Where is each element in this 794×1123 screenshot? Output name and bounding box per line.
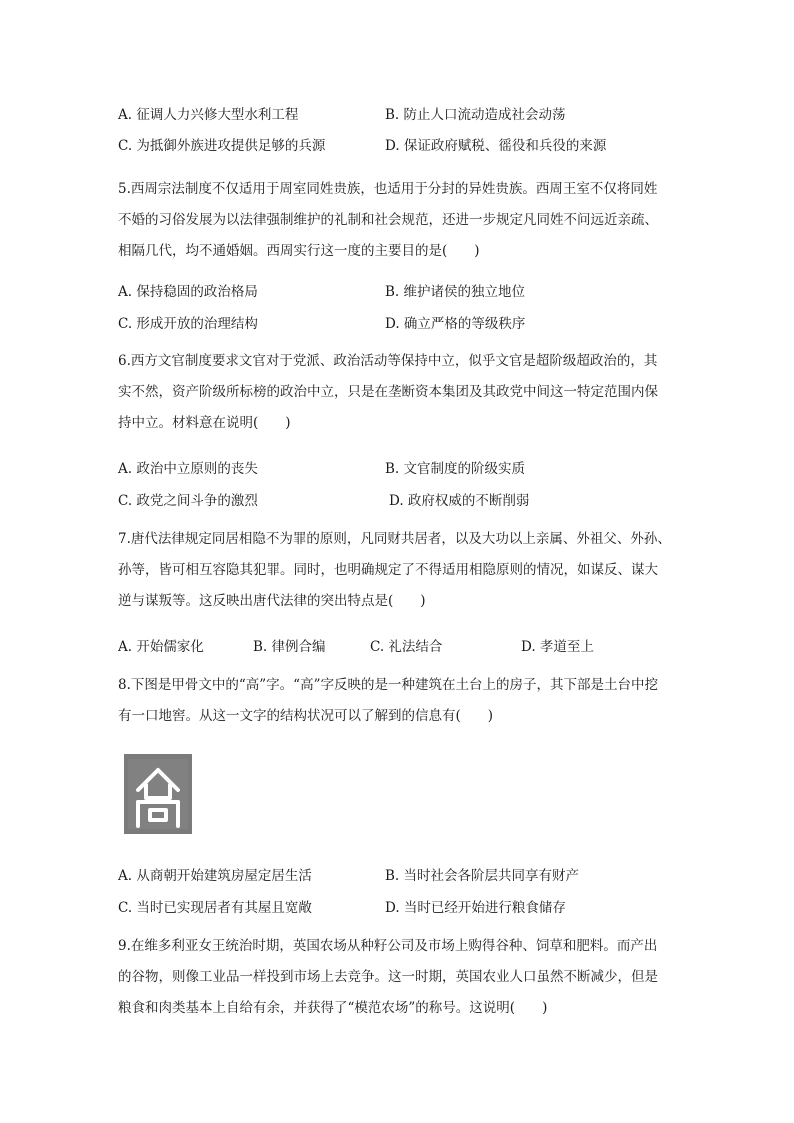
q5-option-b[interactable]: B. 维护诸侯的独立地位 [385, 284, 526, 300]
q6-stem-line: 6.西方文官制度要求文官对于党派、政治活动等保持中立，似乎文官是超阶级超政治的，其 [118, 353, 658, 369]
q8-option-c[interactable]: C. 当时已实现居者有其屋且宽敞 [118, 900, 312, 916]
q8-option-a[interactable]: A. 从商朝开始建筑房屋定居生活 [118, 868, 312, 884]
q5-option-c[interactable]: C. 形成开放的治理结构 [118, 316, 258, 332]
q7-option-b[interactable]: B. 律例合编 [253, 639, 326, 655]
oracle-glyph-icon [124, 754, 192, 834]
q6-stem [118, 346, 683, 439]
q6-stem-line: 持中立。材料意在说明( ) [118, 415, 291, 431]
q5-option-d[interactable]: D. 确立严格的等级秩序 [385, 316, 526, 332]
q8-stem-line: 有一口地窖。从这一文字的结构状况可以了解到的信息有( ) [118, 708, 494, 724]
q5-stem-line: 5.西周宗法制度不仅适用于周室同姓贵族，也适用于分封的异姓贵族。西周王室不仅将同姓 [118, 181, 658, 197]
q7-option-a[interactable]: A. 开始儒家化 [118, 639, 204, 655]
q6-option-a[interactable]: A. 政治中立原则的丧失 [118, 461, 258, 477]
q7-stem [118, 524, 683, 617]
q8-stem-line: 8.下图是甲骨文中的“高”字。“高”字反映的是一种建筑在土台上的房子，其下部是土台中挖 [118, 677, 658, 693]
oracle-bone-gao-image [124, 754, 192, 834]
q9-stem [118, 931, 683, 1024]
q7-option-c[interactable]: C. 礼法结合 [370, 639, 443, 655]
q4-option-b[interactable]: B. 防止人口流动造成社会动荡 [385, 107, 566, 123]
q4-option-c[interactable]: C. 为抵御外族进攻提供足够的兵源 [118, 138, 326, 154]
q5-stem-line: 相隔几代，均不通婚姻。西周实行这一度的主要目的是( ) [118, 243, 480, 259]
q7-stem-line: 孙等，皆可相互容隐其犯罪。同时，也明确规定了不得适用相隐原则的情况，如谋反、谋大 [118, 562, 658, 578]
q8-stem [118, 670, 683, 732]
q7-stem-line: 7.唐代法律规定同居相隐不为罪的原则，凡同财共居者，以及大功以上亲属、外祖父、外孙、 [118, 531, 671, 547]
q8-option-d[interactable]: D. 当时已经开始进行粮食储存 [385, 900, 566, 916]
q8-option-b[interactable]: B. 当时社会各阶层共同享有财产 [385, 868, 580, 884]
q5-stem [118, 174, 683, 267]
q6-option-b[interactable]: B. 文官制度的阶级实质 [385, 461, 526, 477]
q5-stem-line: 不婚的习俗发展为以法律强制维护的礼制和社会规范，还进一步规定凡同姓不问远近亲疏、 [118, 212, 658, 228]
q4-option-d[interactable]: D. 保证政府赋税、徭役和兵役的来源 [385, 138, 607, 154]
q6-option-d[interactable]: D. 政府权威的不断削弱 [389, 493, 530, 509]
q7-option-d[interactable]: D. 孝道至上 [521, 639, 594, 655]
q4-option-a[interactable]: A. 征调人力兴修大型水利工程 [118, 107, 299, 123]
q9-stem-line: 粮食和肉类基本上自给有余，并获得了“模范农场”的称号。这说明( ) [118, 1000, 548, 1016]
q7-stem-line: 逆与谋叛等。这反映出唐代法律的突出特点是( ) [118, 593, 426, 609]
q6-stem-line: 实不然，资产阶级所标榜的政治中立，只是在垄断资本集团及其政党中间这一特定范围内保 [118, 384, 658, 400]
q6-option-c[interactable]: C. 政党之间斗争的激烈 [118, 493, 258, 509]
q9-stem-line: 9.在维多利亚女王统治时期，英国农场从种籽公司及市场上购得谷种、饲草和肥料。而产出 [118, 938, 658, 954]
q5-option-a[interactable]: A. 保持稳固的政治格局 [118, 284, 258, 300]
q9-stem-line: 的谷物，则像工业品一样投到市场上去竞争。这一时期，英国农业人口虽然不断减少，但是 [118, 969, 658, 985]
